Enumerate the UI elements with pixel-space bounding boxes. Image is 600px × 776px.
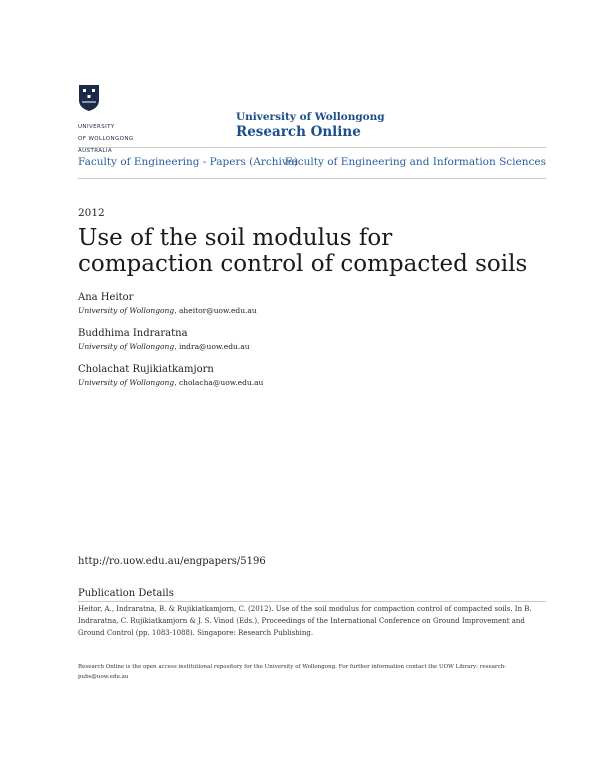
logo-wordmark	[78, 118, 148, 160]
faculty-archive-link[interactable]: Faculty of Engineering - Papers (Archive)	[78, 156, 299, 168]
author-affiliation	[78, 342, 263, 351]
divider	[78, 147, 546, 148]
author-email: , aheitor@uow.edu.au	[174, 306, 257, 315]
author-name[interactable]: Buddhima Indraratna	[78, 328, 188, 339]
author-entry	[78, 292, 263, 315]
author-name[interactable]: Ana Heitor	[78, 292, 134, 303]
affiliation-name: University of Wollongong	[78, 378, 175, 387]
publication-year: 2012	[78, 207, 105, 219]
repository-footer: Research Online is the open access institutional repository for the University of Wollongong. For further information contact the UOW Library: research-pubs@uow.edu.au	[78, 664, 507, 680]
author-entry	[78, 364, 263, 387]
university-logo	[78, 84, 148, 160]
author-entry	[78, 328, 263, 351]
publication-details-text: Heitor, A., Indraratna, B. & Rujikiatkamjorn, C. (2012). Use of the soil modulus for compaction control of compacted soils. In B. Indraratna, C. Rujikiatkamjorn & J. S. Vinod (Eds.), Proceedings of the International Conference on Ground Improvement and Ground Control (pp. 1083-1088). Singapore: Research Publishing.	[78, 605, 532, 637]
affiliation-name: University of Wollongong	[78, 342, 175, 351]
faculty-eis-link[interactable]: Faculty of Engineering and Information Sciences	[284, 156, 546, 168]
author-affiliation	[78, 306, 263, 315]
author-affiliation	[78, 378, 263, 387]
publication-details-heading: Publication Details	[78, 588, 174, 599]
paper-title: Use of the soil modulus for compaction control of compacted soils	[78, 225, 528, 277]
author-email: , cholacha@uow.edu.au	[174, 378, 264, 387]
logo-line: UNIVERSITY	[78, 124, 115, 130]
logo-line: OF WOLLONGONG	[78, 136, 134, 142]
affiliation-name: University of Wollongong	[78, 306, 175, 315]
repository-header	[236, 111, 385, 140]
paper-url[interactable]: http://ro.uow.edu.au/engpapers/5196	[78, 556, 266, 567]
uow-crest-icon	[78, 84, 100, 112]
author-list	[78, 292, 263, 400]
divider	[78, 601, 546, 602]
repository-name[interactable]: Research Online	[236, 124, 361, 140]
divider	[78, 178, 546, 179]
author-name[interactable]: Cholachat Rujikiatkamjorn	[78, 364, 214, 375]
repository-university[interactable]: University of Wollongong	[236, 111, 385, 123]
logo-line: AUSTRALIA	[78, 148, 113, 154]
author-email: , indra@uow.edu.au	[174, 342, 250, 351]
